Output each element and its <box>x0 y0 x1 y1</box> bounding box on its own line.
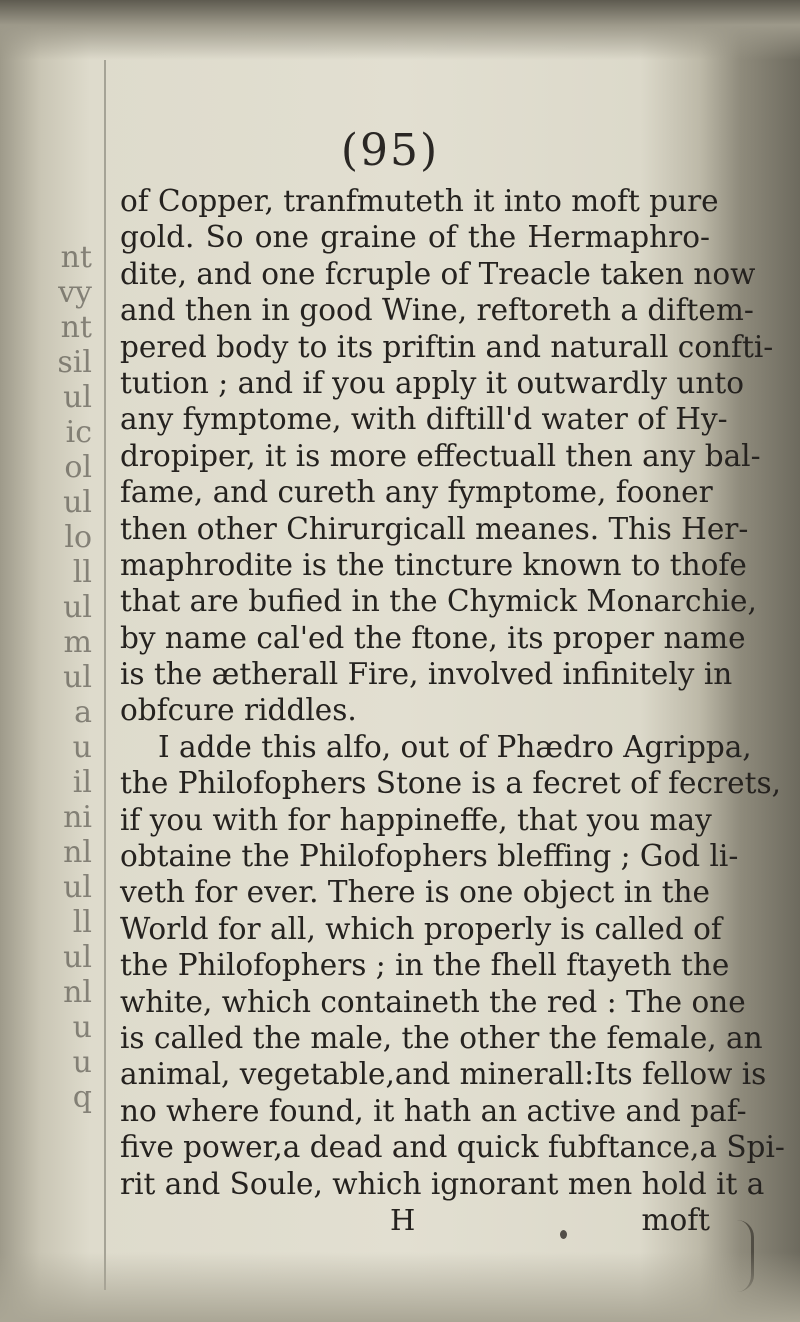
text-line: maphrodite is the tincture known to thofe <box>120 547 747 582</box>
catchword: moft <box>641 1202 710 1237</box>
bleed-fragment: nl <box>63 835 92 870</box>
bleed-fragment: a <box>74 695 92 730</box>
bleed-fragment: ul <box>63 380 92 415</box>
text-line: the Philofophers ; in the fhell ftayeth the <box>120 948 730 983</box>
bleed-fragment: ni <box>63 800 92 835</box>
bleed-fragment: ul <box>63 485 92 520</box>
text-line: the Philofophers Stone is a fecret of fecrets, <box>120 766 781 801</box>
text-line: any fymptome, with diftill'd water of Hy- <box>120 402 728 437</box>
text-line: tution ; and if you apply it outwardly unto <box>120 365 745 400</box>
bleed-fragment: lo <box>64 520 92 555</box>
text-line: if you with for happineffe, that you may <box>120 802 712 837</box>
text-line: of Copper, tranfmuteth it into moft pure <box>120 184 719 218</box>
text-line: gold. So one graine of the Hermaphro- <box>120 220 710 255</box>
text-line: then other Chirurgicall meanes. This Her- <box>120 511 749 546</box>
text-line: that are bufied in the Chymick Monarchie, <box>120 584 757 619</box>
bleed-fragment: m <box>63 625 92 660</box>
text-line: by name cal'ed the ftone, its proper name <box>120 620 746 655</box>
page-footer-line <box>120 1202 710 1238</box>
text-line: is the ætherall Fire, involved infinitely in <box>120 657 733 692</box>
bleed-fragment: u <box>72 1010 92 1045</box>
bleed-fragment: nt <box>60 310 92 345</box>
bleed-fragment: ol <box>64 450 92 485</box>
bottom-page-shadow <box>0 1252 800 1322</box>
bleed-fragment: ul <box>63 660 92 695</box>
bleed-fragment: ul <box>63 590 92 625</box>
text-line: pered body to its priftin and naturall confti- <box>120 329 774 364</box>
signature-mark: H <box>390 1202 416 1237</box>
bleed-fragment: sil <box>57 345 92 380</box>
text-line: veth for ever. There is one object in the <box>120 875 710 910</box>
text-line: is called the male, the other the female, an <box>120 1020 763 1055</box>
ink-speck <box>560 1230 567 1239</box>
bleed-fragment: ll <box>72 905 92 940</box>
bleed-fragment: ll <box>72 555 92 590</box>
bleed-fragment: ic <box>65 415 92 450</box>
bleed-fragment: il <box>72 765 92 800</box>
text-line: rit and Soule, which ignorant men hold it a <box>120 1166 765 1201</box>
top-gutter-shadow <box>0 0 800 60</box>
text-line: fame, and cureth any fymptome, fooner <box>120 475 713 510</box>
text-line: obfcure riddles. <box>120 693 357 728</box>
bleed-fragment: q <box>72 1080 92 1115</box>
bleed-fragment: ul <box>63 870 92 905</box>
bleed-fragment: nl <box>63 975 92 1010</box>
text-line: dropiper, it is more effectuall then any bal- <box>120 438 761 473</box>
text-line: white, which containeth the red : The one <box>120 984 746 1019</box>
text-line: no where found, it hath an active and paf- <box>120 1093 747 1128</box>
page-number: (95) <box>340 125 440 176</box>
text-line: dite, and one fcruple of Treacle taken now <box>120 256 756 291</box>
gutter-line <box>104 60 106 1290</box>
bleed-fragment: u <box>72 730 92 765</box>
bleed-fragment: vy <box>58 275 92 310</box>
text-line: and then in good Wine, reftoreth a diftem- <box>120 293 754 328</box>
text-line: five power,a dead and quick fubftance,a Spi- <box>120 1130 785 1165</box>
bleed-fragment: ul <box>63 940 92 975</box>
facing-page-bleed <box>0 240 92 1120</box>
text-line: World for all, which properly is called of <box>120 911 722 946</box>
text-line: obtaine the Philofophers bleffing ; God li- <box>120 839 739 874</box>
body-text <box>120 183 785 1238</box>
bleed-fragment: nt <box>60 240 92 275</box>
text-line: I adde this alfo, out of Phædro Agrippa, <box>158 729 752 764</box>
bleed-fragment: u <box>72 1045 92 1080</box>
text-line: animal, vegetable,and minerall:Its fellow is <box>120 1057 767 1092</box>
